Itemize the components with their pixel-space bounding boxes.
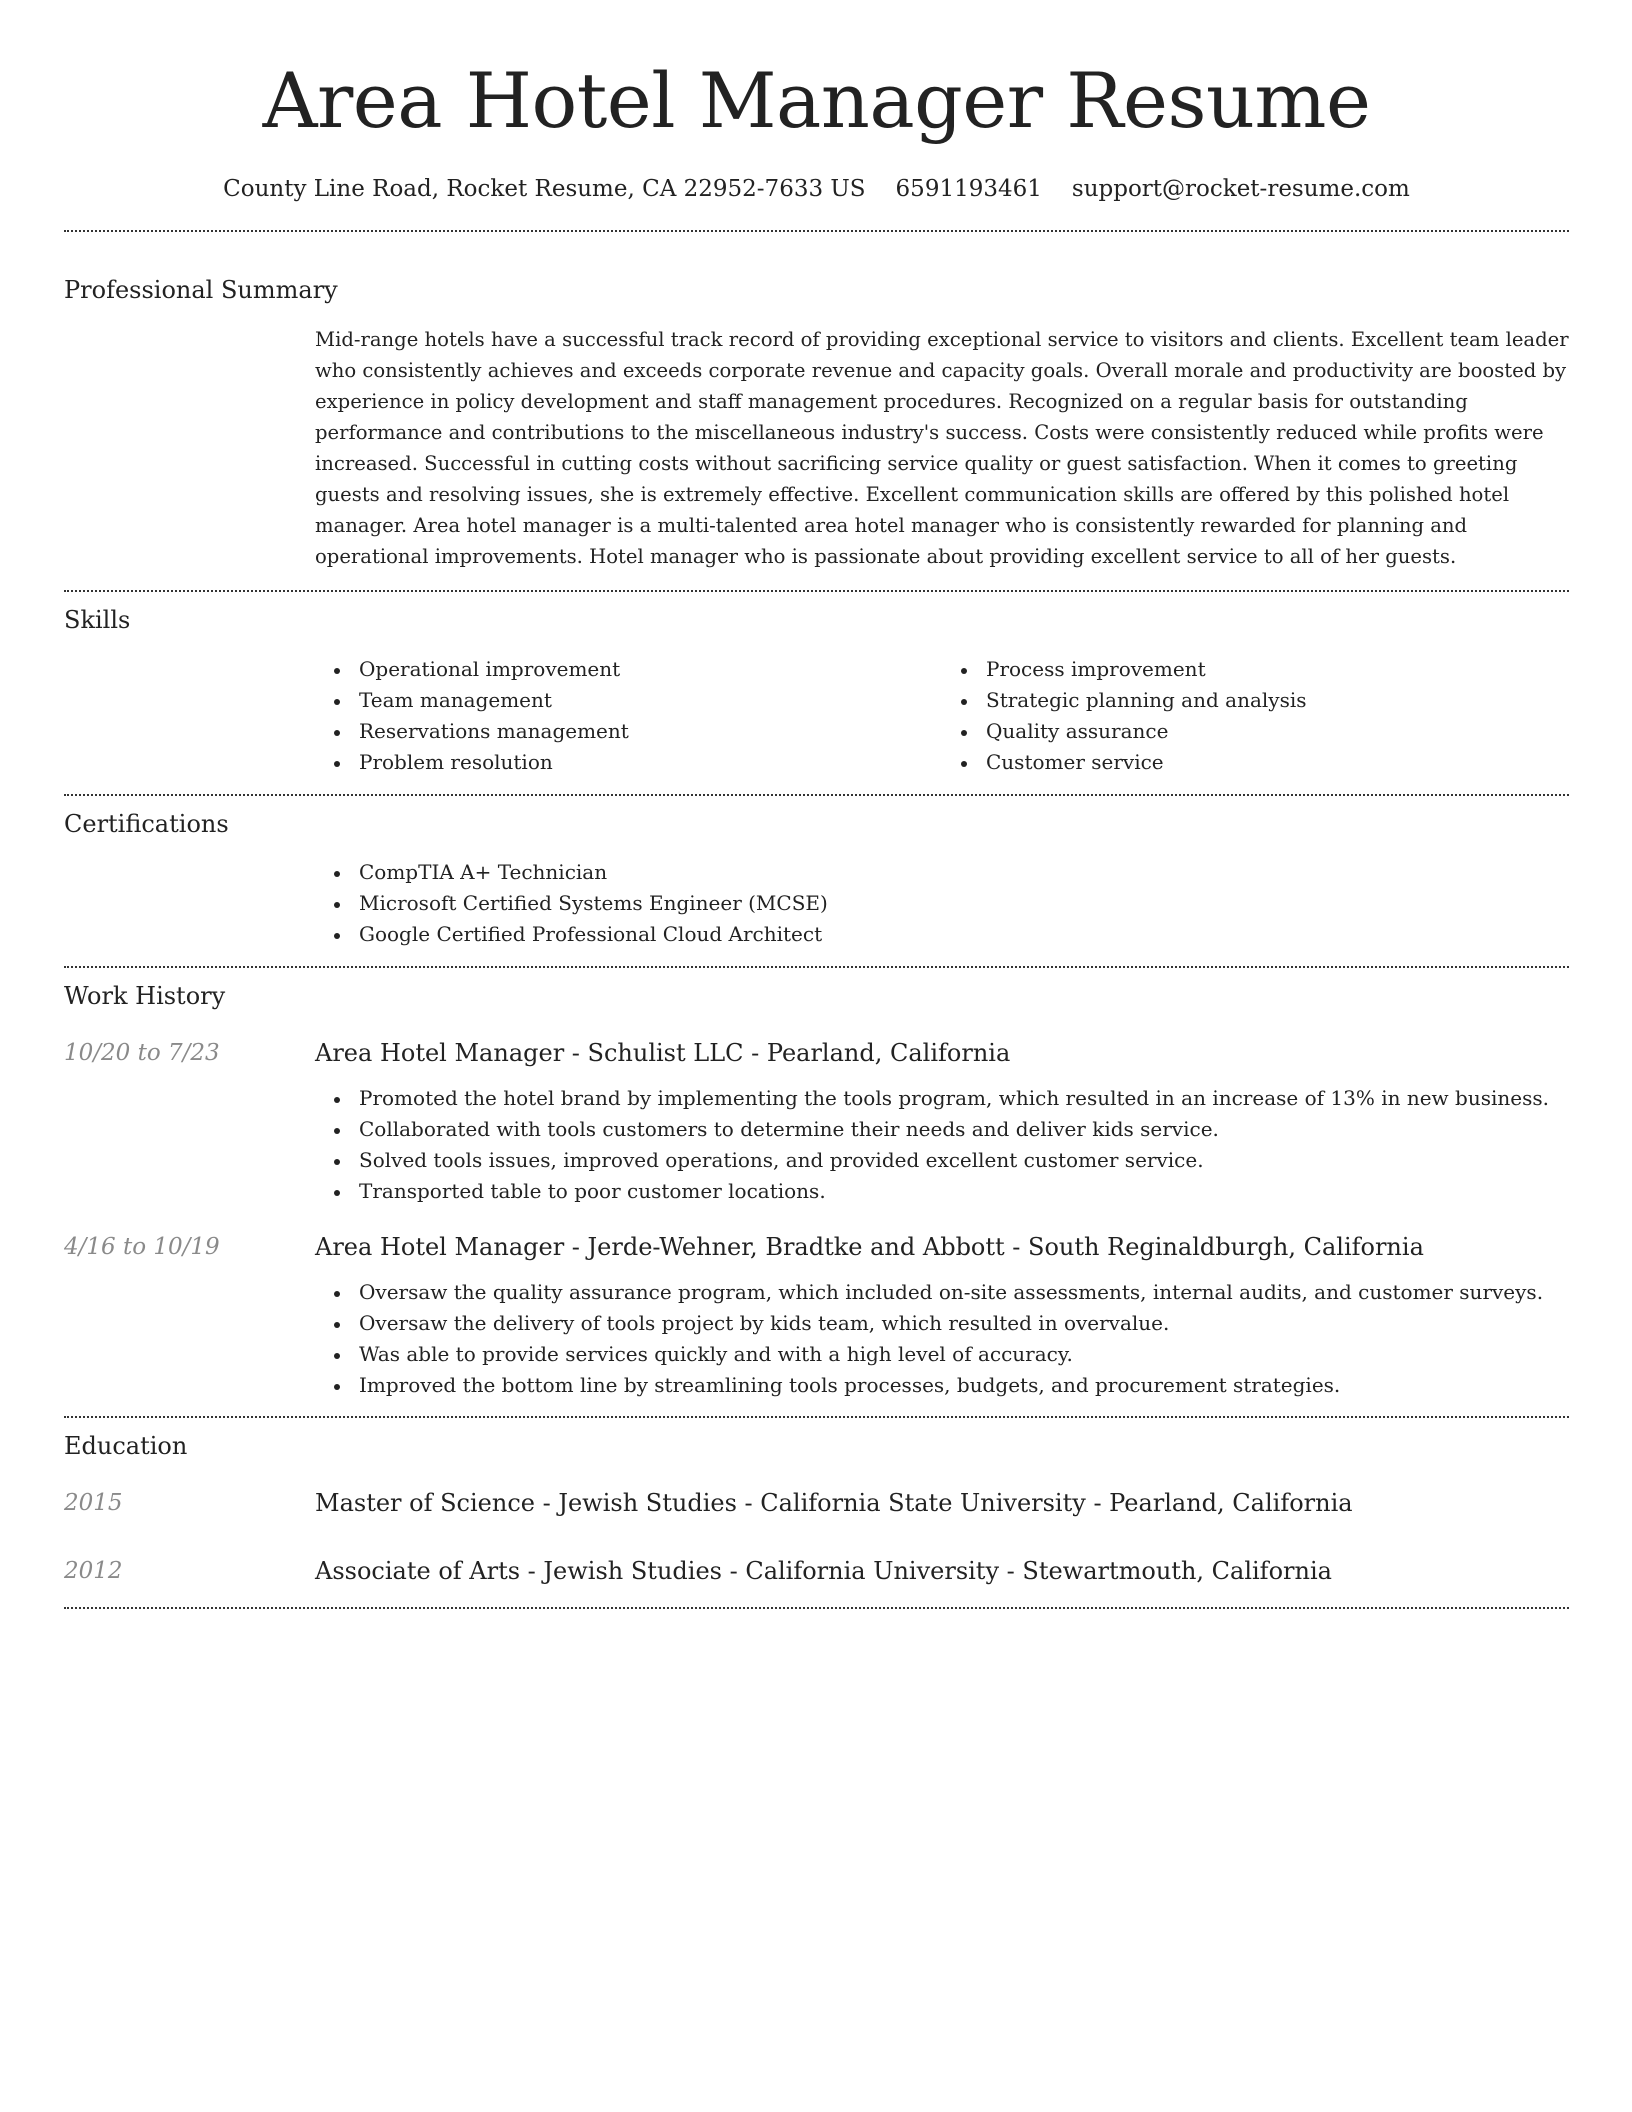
job-bullets [315,1083,1569,1207]
job-bullet: Collaborated with tools customers to determine their needs and deliver kids service. [359,1114,1569,1145]
certifications-section [64,809,1569,950]
job-bullet: Oversaw the quality assurance program, which included on-site assessments, internal audits, and customer surveys. [359,1277,1569,1308]
job-dates: 10/20 to 7/23 [64,1040,220,1066]
professional-summary-section [64,275,1569,572]
skill-item: Reservations management [359,716,942,747]
skill-item: Customer service [986,747,1569,778]
education-year: 2012 [64,1558,123,1584]
certifications-list [315,857,1569,950]
education-title: Associate of Arts - Jewish Studies - California University - Stewartmouth, California [315,1557,1332,1585]
resume-title: Area Hotel Manager Resume [262,56,1371,145]
certification-item: CompTIA A+ Technician [359,857,1569,888]
contact-address: County Line Road, Rocket Resume, CA 22952-7633 US [223,176,866,202]
section-divider [64,230,1569,232]
job-dates: 4/16 to 10/19 [64,1234,220,1260]
job-bullet: Promoted the hotel brand by implementing the tools program, which resulted in an increase of 13% in new business. [359,1083,1569,1114]
job-bullet: Solved tools issues, improved operations, and provided excellent customer service. [359,1145,1569,1176]
education-title: Master of Science - Jewish Studies - California State University - Pearland, California [315,1489,1353,1517]
education-entry [64,1487,1569,1519]
section-divider [64,1416,1569,1418]
skill-item: Team management [359,685,942,716]
resume-page [64,0,1569,1609]
section-heading-certifications: Certifications [64,810,229,838]
section-heading-skills: Skills [64,606,131,634]
certification-item: Microsoft Certified Systems Engineer (MCSE) [359,888,1569,919]
section-divider [64,966,1569,968]
skill-item: Problem resolution [359,747,942,778]
skills-section [64,605,1569,778]
job-bullet: Was able to provide services quickly and with a high level of accuracy. [359,1339,1569,1370]
job-bullet: Transported table to poor customer locations. [359,1176,1569,1207]
skills-columns [315,654,1569,778]
education-year: 2015 [64,1490,123,1516]
summary-text: Mid-range hotels have a successful track record of providing exceptional service to visitors and clients. Excellent team leader who consistently achieves and exceeds corporate revenue and capacity goals. Overall morale and productivity are boosted by experience in policy development and staff management procedures. Recognized on a regular basis for outstanding performance and contributions to the miscellaneous industry's success. Costs were consistently reduced while profits were increased. Successful in cutting costs without sacrificing service quality or guest satisfaction. When it comes to greeting guests and resolving issues, she is extremely effective. Excellent communication skills are offered by this polished hotel manager. Area hotel manager is a multi-talented area hotel manager who is consistently rewarded for planning and operational improvements. Hotel manager who is passionate about providing excellent service to all of her guests. [315,328,1569,568]
contact-line [64,173,1569,205]
skills-list-right [942,654,1569,778]
job-bullet: Oversaw the delivery of tools project by kids team, which resulted in overvalue. [359,1308,1569,1339]
job-bullets [315,1277,1569,1401]
education-entry [64,1555,1569,1587]
certification-item: Google Certified Professional Cloud Architect [359,919,1569,950]
education-section [64,1431,1569,1587]
contact-phone: 6591193461 [895,176,1042,202]
skill-item: Strategic planning and analysis [986,685,1569,716]
skill-item: Quality assurance [986,716,1569,747]
job-title: Area Hotel Manager - Jerde-Wehner, Bradtke and Abbott - South Reginaldburgh, California [315,1233,1424,1261]
skills-list-left [315,654,942,778]
section-divider [64,794,1569,796]
work-history-section [64,981,1569,1401]
section-divider [64,590,1569,592]
section-heading-summary: Professional Summary [64,276,338,304]
job-title: Area Hotel Manager - Schulist LLC - Pearland, California [315,1039,1011,1067]
skill-item: Process improvement [986,654,1569,685]
section-heading-education: Education [64,1432,188,1460]
job-entry [64,1037,1569,1207]
section-heading-work-history: Work History [64,982,226,1010]
skill-item: Operational improvement [359,654,942,685]
job-bullet: Improved the bottom line by streamlining tools processes, budgets, and procurement strategies. [359,1370,1569,1401]
job-entry [64,1231,1569,1401]
contact-email: support@rocket-resume.com [1071,176,1410,202]
section-divider [64,1607,1569,1609]
